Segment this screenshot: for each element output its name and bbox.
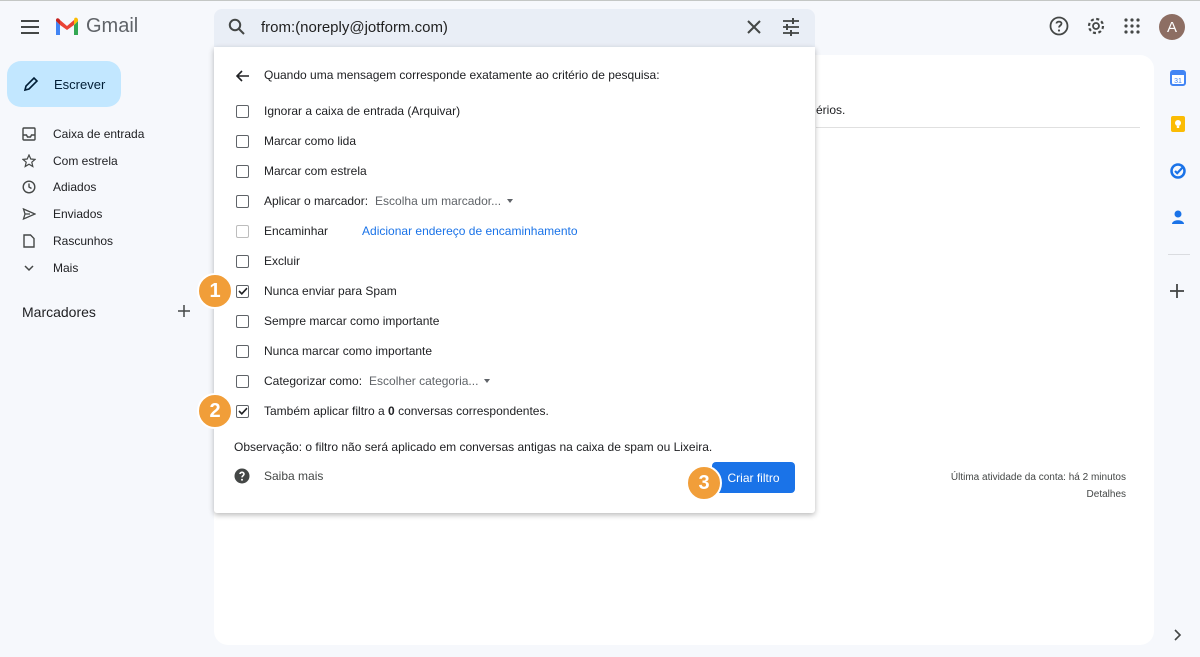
tasks-icon[interactable] xyxy=(1170,163,1186,179)
option-label: Categorizar como: xyxy=(264,374,363,388)
draft-icon xyxy=(22,234,36,248)
checkbox-checked[interactable] xyxy=(236,405,249,418)
option-skip-inbox[interactable] xyxy=(236,102,460,120)
sidebar-item-inbox[interactable] xyxy=(22,123,144,145)
option-label: Marcar com estrela xyxy=(264,164,367,178)
option-label: Sempre marcar como importante xyxy=(264,314,440,328)
dropdown-arrow-icon xyxy=(484,379,490,383)
checkmark-icon xyxy=(238,287,248,295)
create-filter-button[interactable]: Criar filtro xyxy=(712,462,795,493)
search-bar[interactable] xyxy=(214,9,815,47)
search-input[interactable]: from:(noreply@jotform.com) xyxy=(261,19,448,36)
divider xyxy=(816,127,1140,128)
option-always-important[interactable] xyxy=(236,312,439,330)
option-label: Marcar como lida xyxy=(264,134,357,148)
add-addon-icon[interactable] xyxy=(1170,284,1186,300)
back-arrow-icon[interactable] xyxy=(236,69,250,87)
search-options-icon[interactable] xyxy=(782,18,800,41)
main-menu-button[interactable] xyxy=(17,14,43,40)
add-label-button[interactable] xyxy=(177,304,191,323)
option-mark-read[interactable] xyxy=(236,132,356,150)
sidebar-item-more[interactable] xyxy=(22,257,78,279)
background-text: érios. xyxy=(816,103,846,117)
category-dropdown[interactable] xyxy=(369,374,490,388)
option-label: Nunca enviar para Spam xyxy=(264,284,397,298)
option-label-prefix: Também aplicar filtro a xyxy=(264,404,389,418)
dropdown-value: Escolher categoria... xyxy=(369,374,479,388)
chevron-right-icon[interactable] xyxy=(1172,628,1188,644)
checkbox[interactable] xyxy=(236,345,249,358)
filter-note: Observação: o filtro não será aplicado em conversas antigas na caixa de spam ou Lixeira. xyxy=(234,440,713,454)
learn-more-link[interactable] xyxy=(234,468,323,484)
option-label: Ignorar a caixa de entrada (Arquivar) xyxy=(264,104,461,118)
sidebar-item-drafts[interactable] xyxy=(22,230,113,252)
checkbox[interactable] xyxy=(236,195,249,208)
settings-gear-icon[interactable] xyxy=(1085,15,1107,37)
plus-icon xyxy=(177,304,191,318)
filter-dialog xyxy=(214,47,815,513)
sidebar-item-label: Caixa de entrada xyxy=(53,127,145,141)
option-label: Nunca marcar como importante xyxy=(264,344,433,358)
checkbox[interactable] xyxy=(236,165,249,178)
account-avatar[interactable]: A xyxy=(1159,14,1185,40)
checkbox[interactable] xyxy=(236,375,249,388)
sidebar-item-snoozed[interactable] xyxy=(22,176,96,198)
checkbox[interactable] xyxy=(236,315,249,328)
sidebar-item-label: Enviados xyxy=(53,207,103,221)
star-icon xyxy=(22,154,36,168)
activity-text: Última atividade da conta: há 2 minutos xyxy=(950,472,1126,483)
match-count: 0 xyxy=(388,404,395,418)
option-label: Aplicar o marcador: xyxy=(264,194,369,208)
apps-grid-icon[interactable] xyxy=(1121,15,1143,37)
inbox-icon xyxy=(22,127,36,141)
labels-heading: Marcadores xyxy=(22,304,96,320)
option-forward[interactable] xyxy=(236,222,578,240)
calendar-icon[interactable] xyxy=(1170,70,1186,86)
help-circle-icon xyxy=(234,468,250,484)
compose-label: Escrever xyxy=(54,76,106,92)
checkbox[interactable] xyxy=(236,255,249,268)
sidebar-item-starred[interactable] xyxy=(22,150,118,172)
option-never-spam[interactable] xyxy=(236,282,397,300)
step-badge-1: 1 xyxy=(197,273,233,309)
checkbox[interactable] xyxy=(236,135,249,148)
account-activity xyxy=(900,469,1126,503)
top-border xyxy=(0,0,1200,1)
contacts-icon[interactable] xyxy=(1170,209,1186,225)
search-icon[interactable] xyxy=(228,18,246,41)
add-forwarding-address-link[interactable]: Adicionar endereço de encaminhamento xyxy=(362,224,578,238)
sidebar-item-sent[interactable] xyxy=(22,203,102,225)
chevron-down-icon xyxy=(22,261,36,275)
dropdown-arrow-icon xyxy=(507,199,513,203)
menu-icon xyxy=(21,20,39,34)
sidebar-item-label: Adiados xyxy=(53,180,97,194)
step-badge-3: 3 xyxy=(686,465,722,501)
keep-icon[interactable] xyxy=(1170,116,1186,132)
clear-search-icon[interactable] xyxy=(746,19,762,40)
option-star[interactable] xyxy=(236,162,367,180)
clock-icon xyxy=(22,180,36,194)
sidebar-item-label: Com estrela xyxy=(53,154,118,168)
option-apply-label[interactable] xyxy=(236,192,513,210)
option-label: Encaminhar xyxy=(264,224,329,238)
gmail-logo[interactable] xyxy=(54,15,138,38)
sidebar-item-label: Mais xyxy=(53,261,79,275)
rail-divider xyxy=(1168,254,1190,255)
checkbox[interactable] xyxy=(236,225,249,238)
checkbox-checked[interactable] xyxy=(236,285,249,298)
pencil-icon xyxy=(23,76,39,92)
app-name: Gmail xyxy=(86,15,139,37)
details-link[interactable]: Detalhes xyxy=(1086,489,1126,500)
checkmark-icon xyxy=(238,407,248,415)
option-never-important[interactable] xyxy=(236,342,432,360)
option-delete[interactable] xyxy=(236,252,300,270)
option-label: Excluir xyxy=(264,254,301,268)
help-icon[interactable] xyxy=(1048,15,1070,37)
sidebar-item-label: Rascunhos xyxy=(53,234,114,248)
filter-title: Quando uma mensagem corresponde exatamente ao critério de pesquisa: xyxy=(264,68,660,82)
compose-button[interactable] xyxy=(7,61,121,107)
checkbox[interactable] xyxy=(236,105,249,118)
option-apply-existing[interactable] xyxy=(236,402,549,420)
label-dropdown[interactable] xyxy=(375,194,513,208)
option-categorize[interactable] xyxy=(236,372,490,390)
option-label-suffix: conversas correspondentes. xyxy=(394,404,549,418)
step-badge-2: 2 xyxy=(197,393,233,429)
learn-more-label: Saiba mais xyxy=(264,469,324,483)
dropdown-value: Escolha um marcador... xyxy=(375,194,502,208)
svg-text:31: 31 xyxy=(1174,78,1182,85)
send-icon xyxy=(22,207,36,221)
gmail-m-icon xyxy=(54,17,80,37)
